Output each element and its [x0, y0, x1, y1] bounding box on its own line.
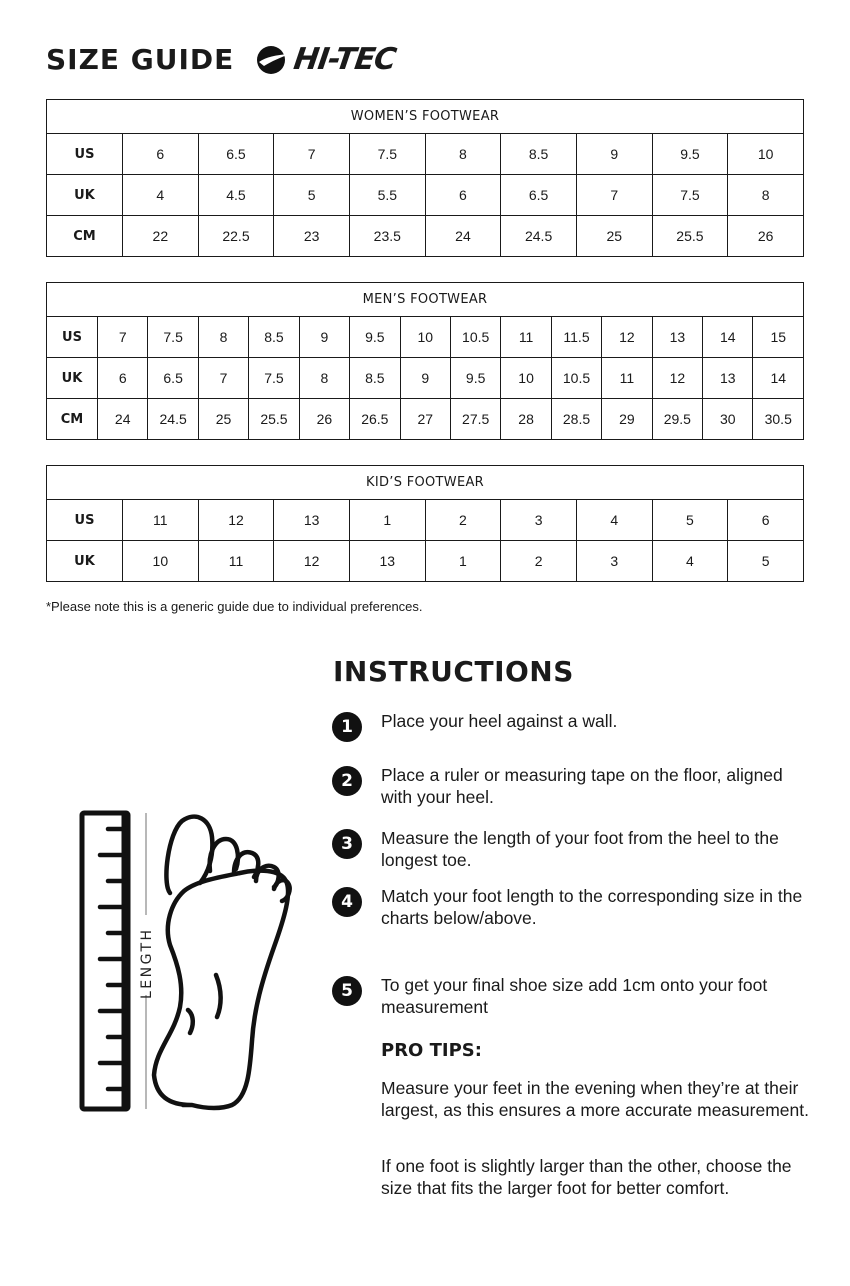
size-cell: 12	[652, 358, 702, 399]
size-cell: 7	[274, 134, 350, 175]
row-label: US	[47, 134, 123, 175]
size-cell: 28.5	[551, 399, 601, 440]
size-cell: 8.5	[501, 134, 577, 175]
row-label: CM	[47, 399, 98, 440]
size-cell: 6.5	[148, 358, 198, 399]
size-cell: 7.5	[249, 358, 299, 399]
ruler-icon	[82, 813, 128, 1109]
size-cell: 26	[728, 216, 804, 257]
size-cell: 13	[349, 541, 425, 582]
size-cell: 11	[501, 317, 551, 358]
instruction-step	[332, 766, 811, 808]
size-cell: 7.5	[349, 134, 425, 175]
pro-tips-title: PRO TIPS:	[381, 1040, 482, 1061]
size-cell: 26	[299, 399, 349, 440]
step-text: Place your heel against a wall.	[381, 711, 618, 731]
size-cell: 12	[198, 500, 274, 541]
table-row	[47, 216, 804, 257]
size-cell: 11.5	[551, 317, 601, 358]
instruction-step	[332, 829, 811, 871]
size-cell: 7	[198, 358, 248, 399]
size-cell: 8	[198, 317, 248, 358]
size-cell: 25	[198, 399, 248, 440]
size-cell: 10	[501, 358, 551, 399]
size-cell: 6	[98, 358, 148, 399]
row-label: US	[47, 500, 123, 541]
size-cell: 22.5	[198, 216, 274, 257]
size-cell: 24.5	[148, 399, 198, 440]
table-title: KID’S FOOTWEAR	[47, 466, 804, 500]
size-cell: 30.5	[753, 399, 804, 440]
size-cell: 28	[501, 399, 551, 440]
size-cell: 23	[274, 216, 350, 257]
instructions-title: INSTRUCTIONS	[333, 655, 574, 688]
size-cell: 6.5	[198, 134, 274, 175]
size-cell: 8	[728, 175, 804, 216]
size-cell: 24.5	[501, 216, 577, 257]
size-cell: 13	[703, 358, 753, 399]
row-label: UK	[47, 541, 123, 582]
size-cell: 4	[652, 541, 728, 582]
table-row	[47, 317, 804, 358]
size-cell: 9	[299, 317, 349, 358]
size-cell: 9.5	[450, 358, 500, 399]
size-cell: 14	[703, 317, 753, 358]
brand-name: HI-TEC	[291, 42, 399, 77]
size-cell: 11	[198, 541, 274, 582]
kids-size-table	[46, 465, 804, 582]
foot-outline-icon	[154, 817, 290, 1108]
size-cell: 10	[123, 541, 199, 582]
page-title: SIZE GUIDE	[46, 43, 235, 76]
step-number: 4	[332, 887, 362, 917]
size-cell: 8.5	[249, 317, 299, 358]
size-cell: 2	[425, 500, 501, 541]
size-cell: 13	[274, 500, 350, 541]
table-row	[47, 500, 804, 541]
size-cell: 7	[98, 317, 148, 358]
size-cell: 26.5	[350, 399, 400, 440]
size-cell: 10.5	[450, 317, 500, 358]
size-cell: 10	[400, 317, 450, 358]
length-indicator	[139, 813, 155, 1109]
instruction-step	[332, 887, 811, 929]
size-cell: 24	[425, 216, 501, 257]
size-cell: 6	[425, 175, 501, 216]
size-cell: 25.5	[249, 399, 299, 440]
header	[46, 42, 399, 77]
size-note: *Please note this is a generic guide due to individual preferences.	[46, 599, 423, 614]
size-cell: 10	[728, 134, 804, 175]
mens-size-table	[46, 282, 804, 440]
size-cell: 8	[425, 134, 501, 175]
table-title: WOMEN’S FOOTWEAR	[47, 100, 804, 134]
size-cell: 9.5	[350, 317, 400, 358]
pro-tip: Measure your feet in the evening when they’re at their largest, as this ensures a more accurate measurement.	[381, 1078, 809, 1120]
size-cell: 1	[425, 541, 501, 582]
size-cell: 4	[576, 500, 652, 541]
size-cell: 27.5	[450, 399, 500, 440]
row-label: CM	[47, 216, 123, 257]
step-number: 1	[332, 712, 362, 742]
size-cell: 1	[349, 500, 425, 541]
table-row	[47, 175, 804, 216]
table-title: MEN’S FOOTWEAR	[47, 283, 804, 317]
size-cell: 11	[123, 500, 199, 541]
size-cell: 25.5	[652, 216, 728, 257]
size-cell: 5	[652, 500, 728, 541]
foot-measure-illustration	[72, 805, 302, 1115]
instruction-step	[332, 712, 811, 742]
size-cell: 6	[123, 134, 199, 175]
size-cell: 29	[602, 399, 652, 440]
step-number: 5	[332, 976, 362, 1006]
size-cell: 8.5	[350, 358, 400, 399]
size-cell: 14	[753, 358, 804, 399]
step-number: 3	[332, 829, 362, 859]
size-cell: 7	[576, 175, 652, 216]
size-cell: 23.5	[349, 216, 425, 257]
size-cell: 6.5	[501, 175, 577, 216]
size-cell: 9	[576, 134, 652, 175]
size-cell: 5	[274, 175, 350, 216]
size-cell: 24	[98, 399, 148, 440]
step-number: 2	[332, 766, 362, 796]
size-cell: 5.5	[349, 175, 425, 216]
step-text: Place a ruler or measuring tape on the floor, aligned with your heel.	[381, 765, 783, 807]
pro-tip: If one foot is slightly larger than the other, choose the size that fits the larger foot for better comfort.	[381, 1156, 792, 1198]
size-cell: 4.5	[198, 175, 274, 216]
size-cell: 3	[501, 500, 577, 541]
size-cell: 2	[501, 541, 577, 582]
size-cell: 6	[728, 500, 804, 541]
hitec-wing-logo-icon	[256, 45, 290, 75]
size-cell: 15	[753, 317, 804, 358]
table-row	[47, 399, 804, 440]
size-cell: 9.5	[652, 134, 728, 175]
size-cell: 12	[602, 317, 652, 358]
size-cell: 22	[123, 216, 199, 257]
size-cell: 9	[400, 358, 450, 399]
size-cell: 25	[576, 216, 652, 257]
size-cell: 30	[703, 399, 753, 440]
step-text: To get your final shoe size add 1cm onto your foot measurement	[381, 975, 768, 1017]
table-row	[47, 541, 804, 582]
step-text: Measure the length of your foot from the heel to the longest toe.	[381, 828, 779, 870]
row-label: UK	[47, 175, 123, 216]
instruction-step	[332, 976, 811, 1018]
size-cell: 13	[652, 317, 702, 358]
table-row	[47, 358, 804, 399]
length-label: LENGTH	[139, 927, 155, 999]
row-label: US	[47, 317, 98, 358]
size-cell: 7.5	[652, 175, 728, 216]
size-cell: 27	[400, 399, 450, 440]
size-cell: 5	[728, 541, 804, 582]
size-cell: 8	[299, 358, 349, 399]
row-label: UK	[47, 358, 98, 399]
step-text: Match your foot length to the corresponding size in the charts below/above.	[381, 886, 803, 928]
size-cell: 10.5	[551, 358, 601, 399]
size-cell: 4	[123, 175, 199, 216]
womens-size-table	[46, 99, 804, 257]
brand-logo	[256, 42, 399, 77]
size-cell: 12	[274, 541, 350, 582]
size-cell: 3	[576, 541, 652, 582]
size-cell: 29.5	[652, 399, 702, 440]
size-cell: 7.5	[148, 317, 198, 358]
table-row	[47, 134, 804, 175]
size-cell: 11	[602, 358, 652, 399]
